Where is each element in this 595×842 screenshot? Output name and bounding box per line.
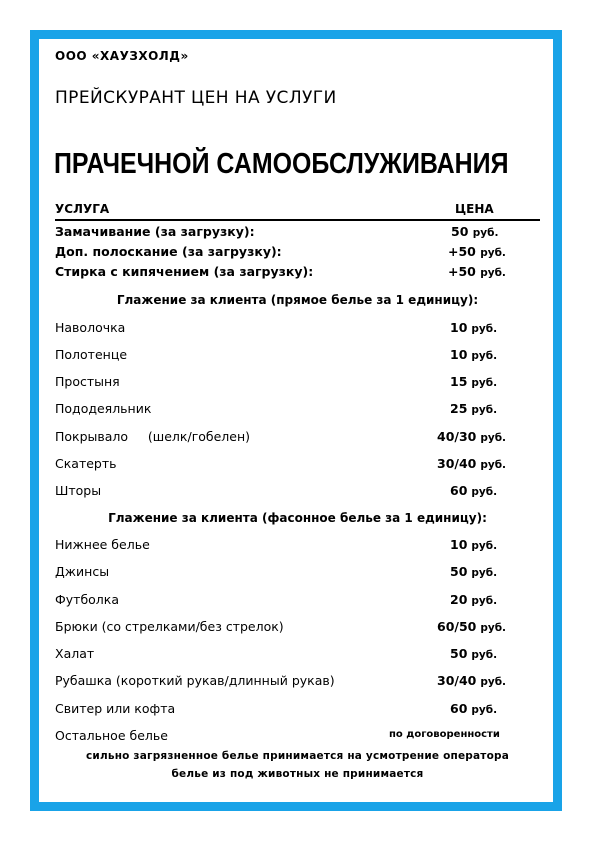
service-name: Замачивание (за загрузку):	[55, 224, 255, 239]
service-price: 20 руб.	[450, 592, 498, 607]
service-name: Футболка	[55, 592, 119, 607]
service-price: 10 руб.	[450, 347, 498, 362]
company-name: ООО «ХАУЗХОЛД»	[55, 49, 189, 63]
service-name: Наволочка	[55, 320, 126, 335]
service-name: Простыня	[55, 374, 120, 389]
price-list-subtitle: ПРЕЙСКУРАНТ ЦЕН НА УСЛУГИ	[55, 88, 337, 108]
service-name: Полотенце	[55, 347, 128, 362]
service-name: Свитер или кофта	[55, 701, 176, 716]
service-price: 60 руб.	[450, 701, 498, 716]
service-price: 40/30 руб.	[437, 429, 507, 444]
column-header-price: ЦЕНА	[455, 202, 494, 216]
service-price: 50 руб.	[450, 564, 498, 579]
service-name: Брюки (со стрелками/без стрелок)	[55, 619, 284, 634]
service-price: 50 руб.	[450, 646, 498, 661]
service-price-negotiable: по договоренности	[389, 729, 500, 740]
service-price: 15 руб.	[450, 374, 498, 389]
service-name: Скатерть	[55, 456, 117, 471]
service-name: Шторы	[55, 483, 102, 498]
service-price: 10 руб.	[450, 537, 498, 552]
header-divider	[55, 219, 540, 221]
service-price: 60 руб.	[450, 483, 498, 498]
service-price: 30/40 руб.	[437, 456, 507, 471]
note-heavily-soiled: сильно загрязненное белье принимается на усмотрение оператора	[85, 750, 509, 762]
note-pet-linen: белье из под животных не принимается	[171, 768, 424, 780]
section-heading-shaped-linen: Глажение за клиента (фасонное белье за 1 единицу):	[108, 511, 487, 525]
service-price: 50 руб.	[451, 224, 499, 239]
service-name: Халат	[55, 646, 95, 661]
service-name: Нижнее белье	[55, 537, 150, 552]
service-name: Остальное белье	[55, 728, 168, 743]
service-price: +50 руб.	[448, 264, 506, 279]
service-name: Покрывало (шелк/гобелен)	[55, 429, 251, 444]
service-name: Пододеяльник	[55, 401, 152, 416]
price-list-title: ПРАЧЕЧНОЙ САМООБСЛУЖИВАНИЯ	[54, 148, 509, 180]
service-price: 25 руб.	[450, 401, 498, 416]
service-price: +50 руб.	[448, 244, 506, 259]
service-price: 60/50 руб.	[437, 619, 507, 634]
service-name: Доп. полоскание (за загрузку):	[55, 244, 282, 259]
column-header-service: УСЛУГА	[55, 202, 110, 216]
service-name: Стирка с кипячением (за загрузку):	[55, 264, 314, 279]
service-price: 30/40 руб.	[437, 673, 507, 688]
section-heading-straight-linen: Глажение за клиента (прямое белье за 1 единицу):	[116, 293, 479, 307]
service-price: 10 руб.	[450, 320, 498, 335]
service-name: Джинсы	[55, 564, 110, 579]
service-name: Рубашка (короткий рукав/длинный рукав)	[55, 673, 335, 688]
